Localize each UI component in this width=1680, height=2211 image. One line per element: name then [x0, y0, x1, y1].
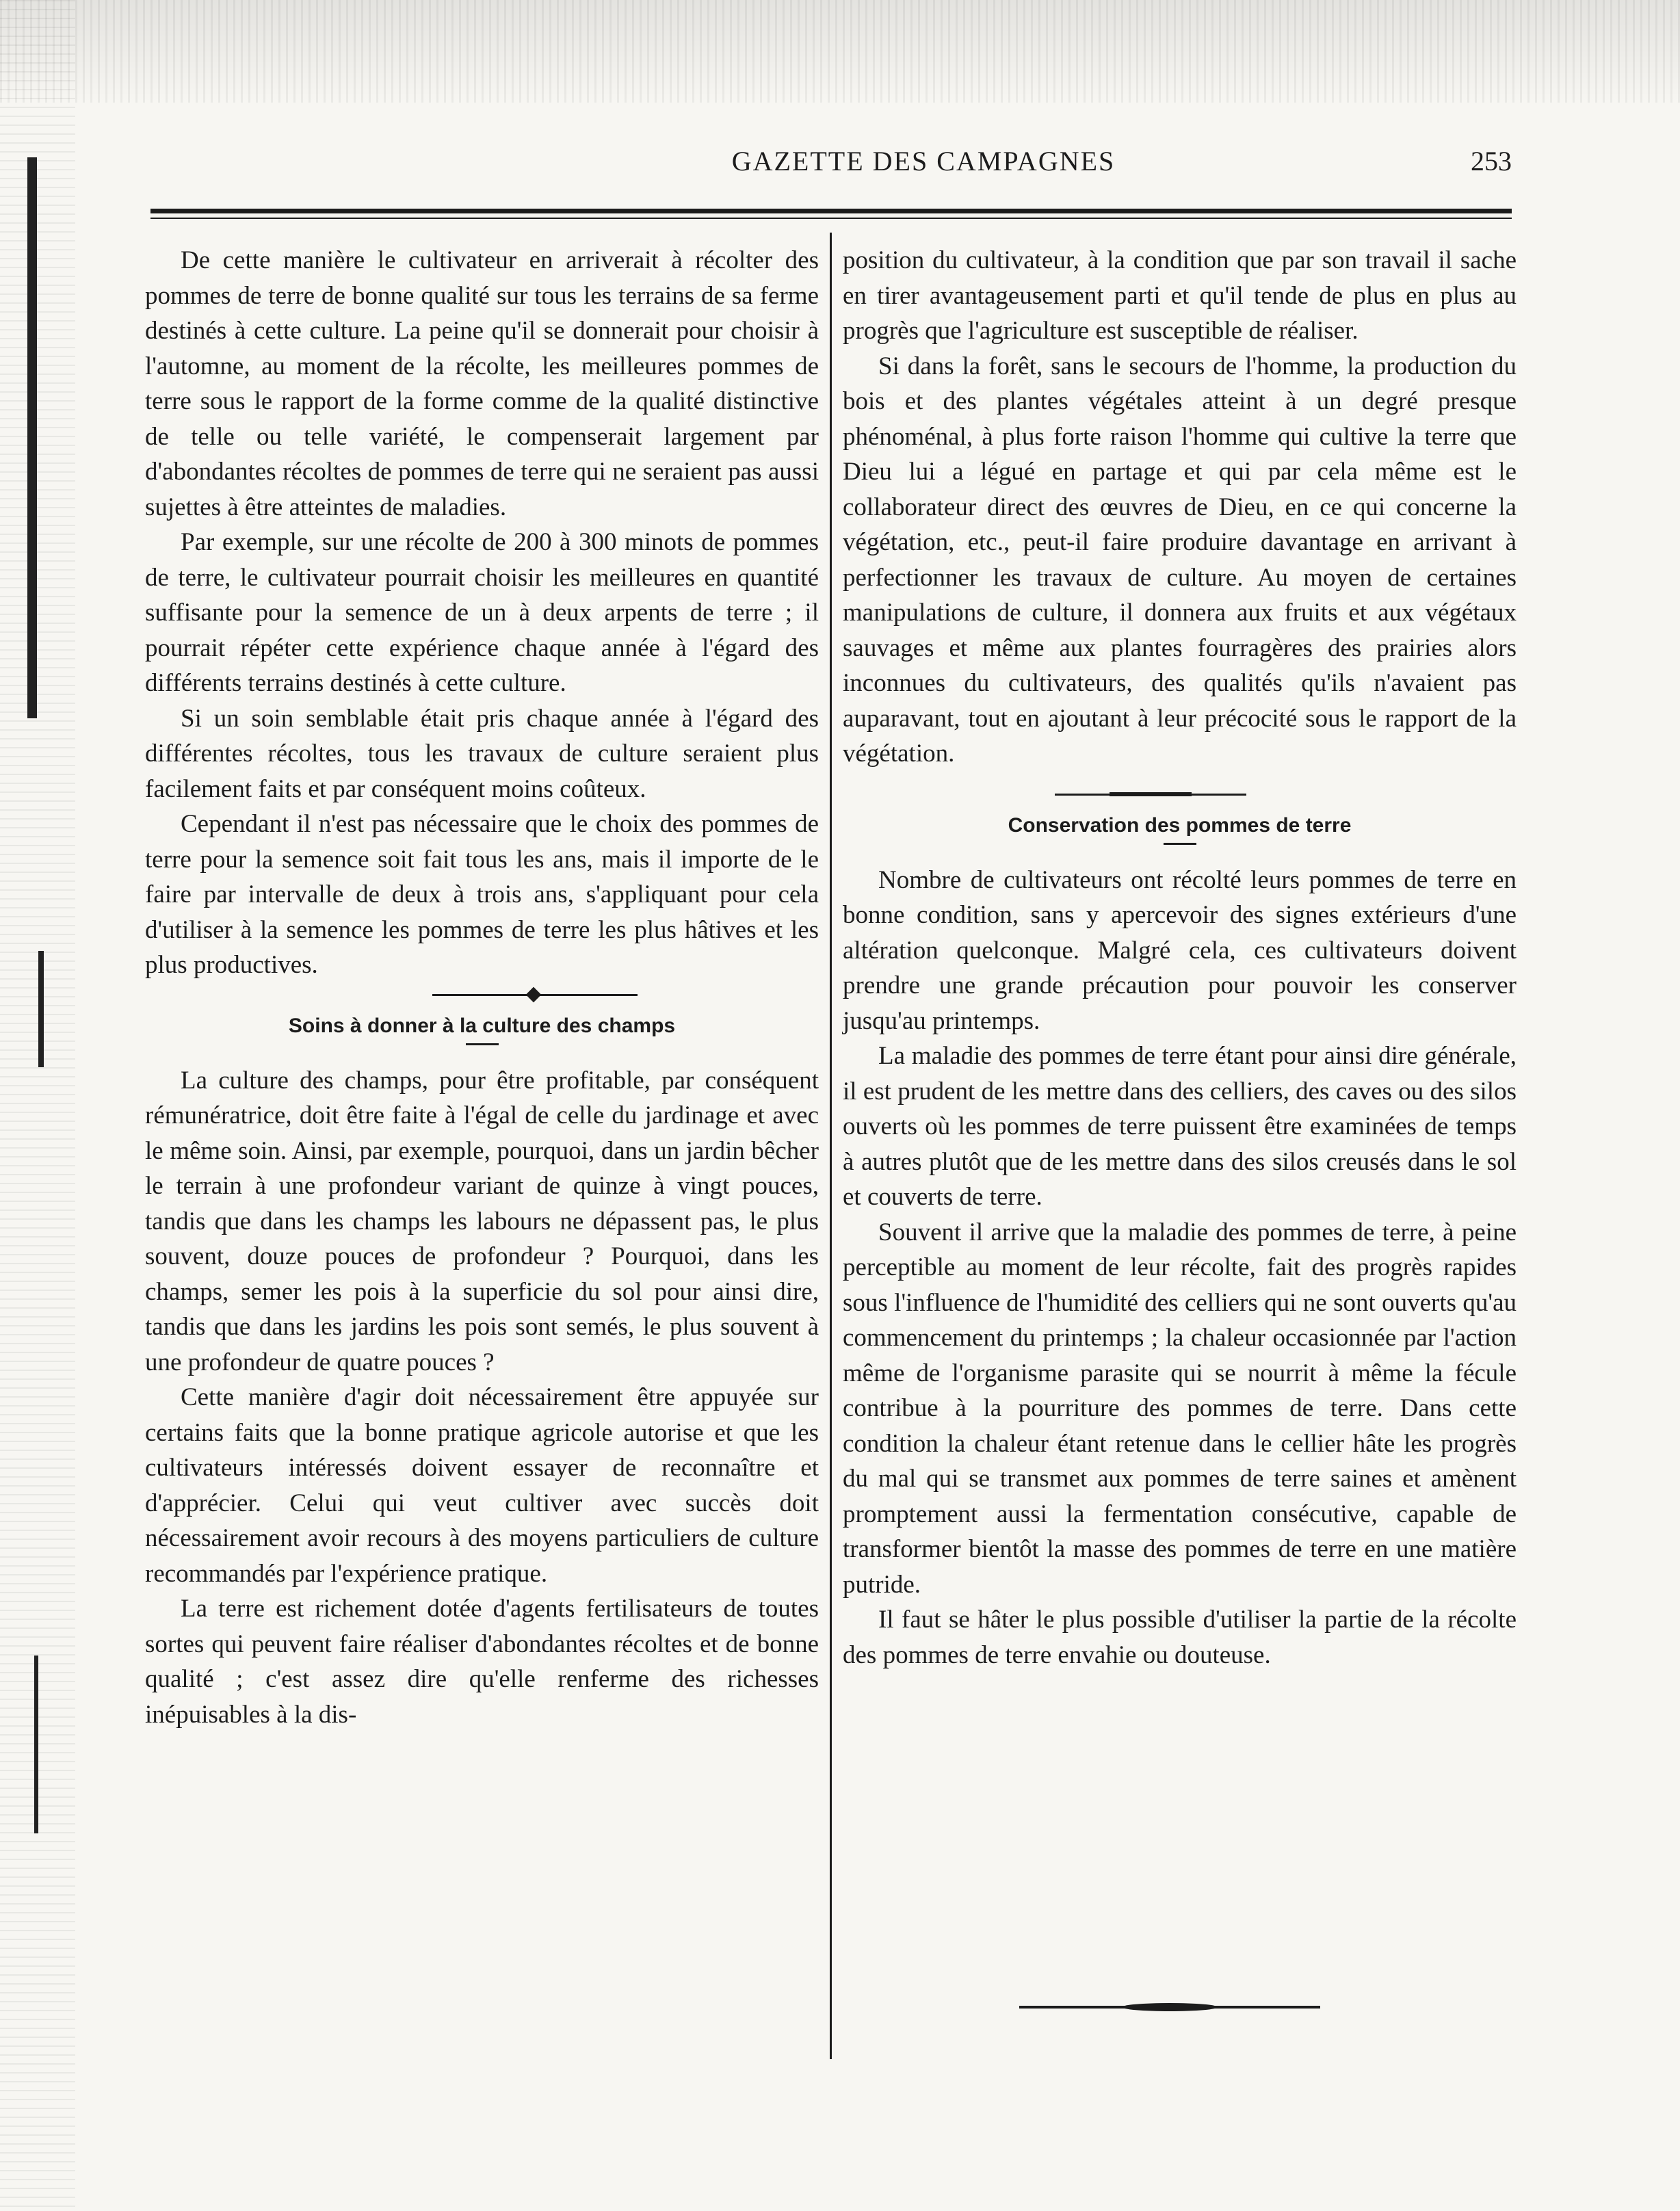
- binding-mark: [34, 1656, 38, 1833]
- page-number: 253: [1471, 146, 1512, 176]
- section-title: Conservation des pommes de terre: [1008, 813, 1352, 837]
- paragraph: Si un soin semblable était pris chaque année à l'égard des différentes récoltes, tous les travaux de culture seraient plus facilement faits et par conséquent moins coûteux.: [145, 704, 819, 803]
- paragraph: Par exemple, sur une récolte de 200 à 300 minots de pommes de terre, le cultivateur pourrait choisir les meilleures en quantité suffisante pour la semence de un à deux arpents de terre ; il pourrait répéter cette expérience chaque année à l'égard des différents terrains destinés à cette culture.: [145, 528, 819, 697]
- paragraph: Cette manière d'agir doit nécessairement être appuyée sur certains faits que la bonne pratique agricole autorise et que les cultivateurs intéressés doivent essayer de reconnaître et d'apprécier. Celui qui veut cultiver avec succès doit nécessairement avoir recours à des moyens particuliers de culture recommandés par l'expérience pratique.: [145, 1383, 819, 1588]
- paragraph: Si dans la forêt, sans le secours de l'homme, la production du bois et des plantes végétales atteint à un degré presque phénoménal, à plus forte raison l'homme qui cultive la terre que Dieu lui a légué en partage et qui par cela même est le collaborateur direct des œuvres de Dieu, en ce qui concerne la végétation, etc., peut-il faire produire davantage en arrivant à perfectionner les travaux de culture. Au moyen de certaines manipulations de culture, il donnera aux fruits et aux végétaux sauvages et même aux plantes fourragères des prairies alors inconnues du cultivateurs, des qualités qu'ils n'avaient pas auparavant, tout en ajoutant à leur précocité sous le rapport de la végétation.: [843, 352, 1517, 768]
- end-ornament: [1019, 1998, 1320, 2018]
- binding-mark: [38, 951, 44, 1067]
- binding-mark: [27, 157, 37, 718]
- title-dash: [1164, 843, 1196, 845]
- paragraph: position du cultivateur, à la condition que par son travail il sache en tirer avantageusement parti et qu'il tende de plus en plus au progrès que l'agriculture est susceptible de réaliser.: [843, 246, 1517, 345]
- paragraph: La maladie des pommes de terre étant pour ainsi dire générale, il est prudent de les mettre dans des celliers, des caves ou des silos ouverts où les pommes de terre puissent être examinées de temps à autres plutôt que de les mettre dans des silos creusés dans le sol et couverts de terre.: [843, 1042, 1517, 1211]
- header-rule: [150, 209, 1512, 213]
- section-title: Soins à donner à la culture des champs: [288, 1014, 676, 1037]
- running-head: [150, 145, 1512, 186]
- scan-noise-top: [0, 0, 1680, 103]
- right-column: [843, 243, 1517, 1673]
- header-rule: [150, 218, 1512, 219]
- scan-noise-left: [0, 0, 75, 2211]
- section-ornament: [843, 784, 1517, 804]
- paragraph: Souvent il arrive que la maladie des pommes de terre, à peine perceptible au moment de leur récolte, fait des progrès rapides sous l'influence de l'humidité des celliers qui ne sont ouverts qu'au commencement du printemps ; la chaleur occasionnée par l'action même de l'organisme parasite qui se nourrit à même la fécule contribue à la pourriture des pommes de terre. Dans cette condition la chaleur étant retenue dans le cellier hâte les progrès du mal qui se transmet aux pommes de terre saines et amènent promptement aussi la fermentation consécutive, capable de transformer bientôt la masse des pommes de terre en une matière putride.: [843, 1218, 1517, 1599]
- left-column: [145, 243, 819, 1732]
- paragraph: Il faut se hâter le plus possible d'utiliser la partie de la récolte des pommes de terre envahie ou douteuse.: [843, 1606, 1517, 1669]
- paragraph: La culture des champs, pour être profitable, par conséquent rémunératrice, doit être faite à l'égal de celle du jardinage et avec le même soin. Ainsi, par exemple, pourquoi, dans un jardin bêcher le terrain à une profondeur variant de quinze à vingt pouces, tandis que dans les champs les labours ne dépassent pas, le plus souvent, douze pouces de profondeur ? Pourquoi, dans les champs, semer les pois à la superficie du sol pour ainsi dire, tandis que dans les jardins les pois sont semés, le plus souvent à une profondeur de quatre pouces ?: [145, 1066, 819, 1376]
- paragraph: La terre est richement dotée d'agents fertilisateurs de toutes sortes qui peuvent faire réaliser d'abondantes récoltes et de bonne qualité ; c'est assez dire qu'elle renferme des richesses inépuisables à la dis-: [145, 1595, 819, 1729]
- paragraph: Cependant il n'est pas nécessaire que le choix des pommes de terre pour la semence soit fait tous les ans, mais il importe de le faire par intervalle de deux à trois ans, s'appliquant pour cela d'utiliser à la semence les pommes de terre les plus hâtives et les plus productives.: [145, 810, 819, 979]
- paragraph: De cette manière le cultivateur en arriverait à récolter des pommes de terre de bonne qualité sur tous les terrains de sa ferme destinés à cette culture. La peine qu'il se donnerait pour choisir à l'automne, au moment de la récolte, les meilleures pommes de terre sous le rapport de la forme comme de la qualité distinctive de telle ou telle variété, le compenserait largement par d'abondantes récoltes de pommes de terre qui ne seraient pas aussi sujettes à être atteintes de maladies.: [145, 246, 819, 521]
- section-ornament: [145, 984, 819, 1005]
- paragraph: Nombre de cultivateurs ont récolté leurs pommes de terre en bonne condition, sans y apercevoir des signes extérieurs d'une altération quelconque. Malgré cela, ces cultivateurs doivent prendre une grande précaution pour pouvoir les conserver jusqu'au printemps.: [843, 865, 1517, 1035]
- column-divider: [830, 233, 832, 2059]
- journal-title: GAZETTE DES CAMPAGNES: [731, 146, 1116, 176]
- title-dash: [466, 1043, 499, 1045]
